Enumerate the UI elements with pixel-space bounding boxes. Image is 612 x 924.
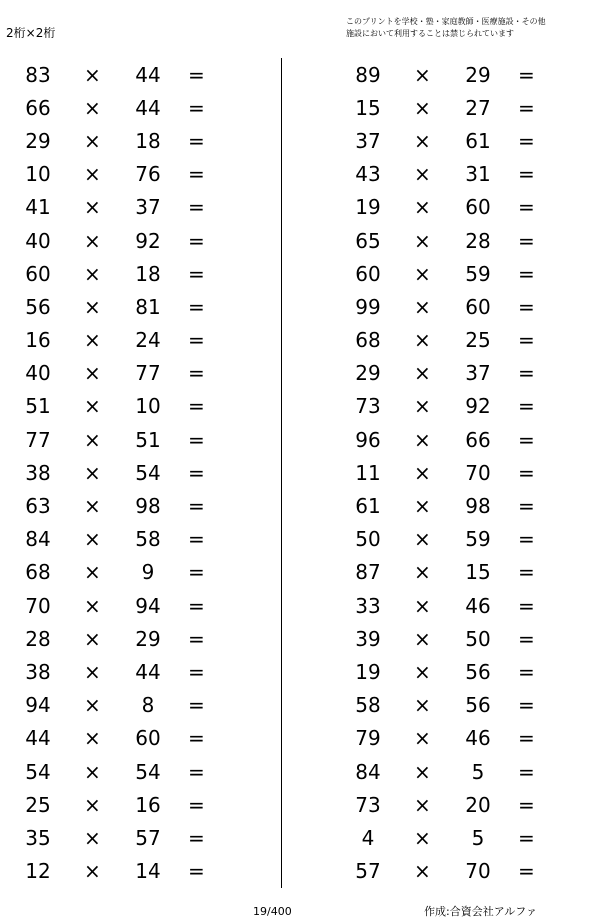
multiply-sign: × bbox=[84, 261, 101, 286]
multiply-sign: × bbox=[84, 825, 101, 850]
multiplier: 98 bbox=[465, 494, 491, 519]
multiplicand: 83 bbox=[25, 62, 51, 87]
multiply-sign: × bbox=[84, 560, 101, 585]
equals-sign: = bbox=[188, 527, 205, 552]
multiplier: 98 bbox=[135, 494, 161, 519]
problem-row bbox=[0, 423, 260, 456]
equals-sign: = bbox=[518, 527, 535, 552]
multiplicand: 63 bbox=[25, 494, 51, 519]
multiply-sign: × bbox=[84, 195, 101, 220]
problem-row bbox=[330, 58, 590, 91]
multiplicand: 65 bbox=[355, 228, 381, 253]
multiplicand: 57 bbox=[355, 859, 381, 884]
problem-row bbox=[0, 689, 260, 722]
problem-row bbox=[330, 224, 590, 257]
usage-notice-line: このプリントを学校・塾・家庭教師・医療施設・その他 bbox=[346, 17, 546, 26]
right-problem-column bbox=[330, 58, 590, 888]
problem-row bbox=[330, 456, 590, 489]
author-credit: 作成:合資会社アルファ bbox=[424, 905, 538, 918]
equals-sign: = bbox=[188, 228, 205, 253]
multiplier: 31 bbox=[465, 162, 491, 187]
multiplier: 44 bbox=[135, 62, 161, 87]
problem-row bbox=[330, 556, 590, 589]
multiplier: 66 bbox=[465, 427, 491, 452]
multiplier: 46 bbox=[465, 726, 491, 751]
multiplier: 77 bbox=[135, 361, 161, 386]
multiplicand: 73 bbox=[355, 792, 381, 817]
problem-row bbox=[330, 124, 590, 157]
multiply-sign: × bbox=[414, 128, 431, 153]
problem-row bbox=[0, 357, 260, 390]
problem-row bbox=[330, 191, 590, 224]
multiplier: 92 bbox=[465, 394, 491, 419]
equals-sign: = bbox=[188, 460, 205, 485]
multiplicand: 66 bbox=[25, 95, 51, 120]
equals-sign: = bbox=[518, 693, 535, 718]
multiplicand: 68 bbox=[355, 328, 381, 353]
multiplicand: 28 bbox=[25, 626, 51, 651]
multiplicand: 56 bbox=[25, 294, 51, 319]
problem-row bbox=[0, 655, 260, 688]
multiplier: 50 bbox=[465, 626, 491, 651]
equals-sign: = bbox=[518, 162, 535, 187]
problem-row bbox=[0, 722, 260, 755]
problem-row bbox=[330, 523, 590, 556]
problem-row bbox=[330, 158, 590, 191]
multiply-sign: × bbox=[84, 427, 101, 452]
multiplicand: 99 bbox=[355, 294, 381, 319]
multiplier: 81 bbox=[135, 294, 161, 319]
multiplier: 5 bbox=[471, 759, 485, 784]
multiply-sign: × bbox=[414, 294, 431, 319]
multiplicand: 60 bbox=[355, 261, 381, 286]
multiplier: 5 bbox=[471, 825, 485, 850]
multiply-sign: × bbox=[414, 62, 431, 87]
multiplier: 29 bbox=[135, 626, 161, 651]
multiplier: 37 bbox=[465, 361, 491, 386]
multiplier: 94 bbox=[135, 593, 161, 618]
multiplicand: 50 bbox=[355, 527, 381, 552]
problem-row bbox=[0, 224, 260, 257]
equals-sign: = bbox=[518, 825, 535, 850]
multiply-sign: × bbox=[414, 261, 431, 286]
multiplicand: 19 bbox=[355, 195, 381, 220]
multiplier: 28 bbox=[465, 228, 491, 253]
multiply-sign: × bbox=[414, 427, 431, 452]
multiply-sign: × bbox=[414, 726, 431, 751]
problem-row bbox=[330, 655, 590, 688]
multiplier: 20 bbox=[465, 792, 491, 817]
multiply-sign: × bbox=[414, 460, 431, 485]
multiply-sign: × bbox=[84, 460, 101, 485]
equals-sign: = bbox=[188, 825, 205, 850]
page-number: 19/400 bbox=[253, 905, 292, 918]
multiply-sign: × bbox=[84, 659, 101, 684]
equals-sign: = bbox=[518, 62, 535, 87]
equals-sign: = bbox=[188, 62, 205, 87]
multiply-sign: × bbox=[414, 825, 431, 850]
multiplicand: 15 bbox=[355, 95, 381, 120]
multiplier: 61 bbox=[465, 128, 491, 153]
multiplicand: 19 bbox=[355, 659, 381, 684]
problem-row bbox=[0, 91, 260, 124]
equals-sign: = bbox=[188, 294, 205, 319]
equals-sign: = bbox=[518, 361, 535, 386]
problem-row bbox=[330, 357, 590, 390]
equals-sign: = bbox=[188, 328, 205, 353]
equals-sign: = bbox=[188, 792, 205, 817]
problem-row bbox=[330, 689, 590, 722]
multiplier: 56 bbox=[465, 659, 491, 684]
multiplier: 27 bbox=[465, 95, 491, 120]
equals-sign: = bbox=[518, 560, 535, 585]
equals-sign: = bbox=[518, 726, 535, 751]
multiply-sign: × bbox=[84, 494, 101, 519]
equals-sign: = bbox=[518, 759, 535, 784]
equals-sign: = bbox=[518, 626, 535, 651]
multiplicand: 29 bbox=[25, 128, 51, 153]
multiply-sign: × bbox=[414, 494, 431, 519]
equals-sign: = bbox=[518, 394, 535, 419]
equals-sign: = bbox=[518, 294, 535, 319]
multiplicand: 61 bbox=[355, 494, 381, 519]
multiplier: 60 bbox=[465, 294, 491, 319]
equals-sign: = bbox=[188, 494, 205, 519]
multiplicand: 44 bbox=[25, 726, 51, 751]
multiply-sign: × bbox=[414, 593, 431, 618]
multiply-sign: × bbox=[84, 361, 101, 386]
multiplicand: 41 bbox=[25, 195, 51, 220]
multiplicand: 94 bbox=[25, 693, 51, 718]
equals-sign: = bbox=[518, 95, 535, 120]
multiply-sign: × bbox=[84, 593, 101, 618]
problem-row bbox=[0, 788, 260, 821]
multiply-sign: × bbox=[414, 361, 431, 386]
equals-sign: = bbox=[188, 759, 205, 784]
problem-row bbox=[330, 324, 590, 357]
multiplier: 10 bbox=[135, 394, 161, 419]
problem-row bbox=[0, 324, 260, 357]
multiply-sign: × bbox=[84, 62, 101, 87]
multiplicand: 77 bbox=[25, 427, 51, 452]
multiplicand: 38 bbox=[25, 659, 51, 684]
multiplier: 70 bbox=[465, 460, 491, 485]
multiply-sign: × bbox=[414, 328, 431, 353]
multiplicand: 12 bbox=[25, 859, 51, 884]
equals-sign: = bbox=[518, 261, 535, 286]
multiplier: 25 bbox=[465, 328, 491, 353]
multiply-sign: × bbox=[84, 328, 101, 353]
problem-row bbox=[0, 124, 260, 157]
multiplier: 37 bbox=[135, 195, 161, 220]
equals-sign: = bbox=[518, 195, 535, 220]
multiplicand: 70 bbox=[25, 593, 51, 618]
multiplicand: 33 bbox=[355, 593, 381, 618]
problem-row bbox=[330, 622, 590, 655]
multiplicand: 54 bbox=[25, 759, 51, 784]
multiplicand: 35 bbox=[25, 825, 51, 850]
equals-sign: = bbox=[188, 593, 205, 618]
multiplicand: 58 bbox=[355, 693, 381, 718]
multiply-sign: × bbox=[84, 792, 101, 817]
problem-row bbox=[0, 257, 260, 290]
multiply-sign: × bbox=[414, 228, 431, 253]
problem-row bbox=[0, 556, 260, 589]
problem-row bbox=[0, 58, 260, 91]
equals-sign: = bbox=[518, 460, 535, 485]
multiplier: 59 bbox=[465, 261, 491, 286]
multiply-sign: × bbox=[84, 394, 101, 419]
multiplier: 70 bbox=[465, 859, 491, 884]
multiplier: 29 bbox=[465, 62, 491, 87]
multiply-sign: × bbox=[84, 527, 101, 552]
equals-sign: = bbox=[518, 328, 535, 353]
multiply-sign: × bbox=[414, 162, 431, 187]
multiplier: 15 bbox=[465, 560, 491, 585]
multiplier: 9 bbox=[141, 560, 155, 585]
multiplicand: 29 bbox=[355, 361, 381, 386]
problem-row bbox=[330, 755, 590, 788]
multiplicand: 11 bbox=[355, 460, 381, 485]
equals-sign: = bbox=[518, 659, 535, 684]
equals-sign: = bbox=[188, 560, 205, 585]
multiplicand: 84 bbox=[355, 759, 381, 784]
problem-row bbox=[330, 290, 590, 323]
equals-sign: = bbox=[188, 128, 205, 153]
multiplicand: 79 bbox=[355, 726, 381, 751]
equals-sign: = bbox=[518, 228, 535, 253]
multiplier: 18 bbox=[135, 128, 161, 153]
multiply-sign: × bbox=[84, 228, 101, 253]
usage-notice-line: 施設において利用することは禁じられています bbox=[346, 29, 514, 38]
multiplier: 51 bbox=[135, 427, 161, 452]
multiplier: 16 bbox=[135, 792, 161, 817]
equals-sign: = bbox=[188, 693, 205, 718]
equals-sign: = bbox=[518, 792, 535, 817]
problem-row bbox=[0, 158, 260, 191]
multiply-sign: × bbox=[84, 759, 101, 784]
equals-sign: = bbox=[188, 726, 205, 751]
equals-sign: = bbox=[518, 128, 535, 153]
problem-row bbox=[330, 91, 590, 124]
multiply-sign: × bbox=[414, 195, 431, 220]
multiply-sign: × bbox=[414, 527, 431, 552]
multiplicand: 60 bbox=[25, 261, 51, 286]
usage-notice bbox=[346, 16, 546, 40]
multiplicand: 89 bbox=[355, 62, 381, 87]
equals-sign: = bbox=[518, 494, 535, 519]
multiply-sign: × bbox=[84, 294, 101, 319]
equals-sign: = bbox=[518, 427, 535, 452]
equals-sign: = bbox=[188, 394, 205, 419]
multiply-sign: × bbox=[414, 659, 431, 684]
multiplier: 92 bbox=[135, 228, 161, 253]
multiplier: 58 bbox=[135, 527, 161, 552]
equals-sign: = bbox=[188, 195, 205, 220]
problem-row bbox=[330, 589, 590, 622]
multiplier: 54 bbox=[135, 460, 161, 485]
multiplicand: 43 bbox=[355, 162, 381, 187]
multiplicand: 40 bbox=[25, 361, 51, 386]
multiply-sign: × bbox=[414, 859, 431, 884]
problem-row bbox=[330, 257, 590, 290]
problem-row bbox=[0, 755, 260, 788]
equals-sign: = bbox=[188, 659, 205, 684]
problem-row bbox=[330, 390, 590, 423]
problem-row bbox=[330, 489, 590, 522]
multiplicand: 96 bbox=[355, 427, 381, 452]
multiply-sign: × bbox=[84, 95, 101, 120]
multiply-sign: × bbox=[414, 560, 431, 585]
multiplier: 56 bbox=[465, 693, 491, 718]
multiply-sign: × bbox=[414, 759, 431, 784]
problem-row bbox=[0, 390, 260, 423]
multiplicand: 51 bbox=[25, 394, 51, 419]
multiplicand: 40 bbox=[25, 228, 51, 253]
multiply-sign: × bbox=[414, 792, 431, 817]
equals-sign: = bbox=[188, 261, 205, 286]
multiplicand: 4 bbox=[361, 825, 375, 850]
multiplicand: 25 bbox=[25, 792, 51, 817]
multiplicand: 87 bbox=[355, 560, 381, 585]
equals-sign: = bbox=[518, 593, 535, 618]
multiply-sign: × bbox=[84, 626, 101, 651]
problem-row bbox=[0, 622, 260, 655]
multiplicand: 16 bbox=[25, 328, 51, 353]
multiplier: 44 bbox=[135, 659, 161, 684]
equals-sign: = bbox=[188, 361, 205, 386]
multiplier: 44 bbox=[135, 95, 161, 120]
problem-row bbox=[0, 191, 260, 224]
multiplicand: 37 bbox=[355, 128, 381, 153]
equals-sign: = bbox=[188, 427, 205, 452]
multiplier: 8 bbox=[141, 693, 155, 718]
equals-sign: = bbox=[188, 859, 205, 884]
left-problem-column bbox=[0, 58, 260, 888]
multiply-sign: × bbox=[84, 726, 101, 751]
problem-row bbox=[330, 855, 590, 888]
multiplier: 18 bbox=[135, 261, 161, 286]
multiplier: 46 bbox=[465, 593, 491, 618]
multiplier: 57 bbox=[135, 825, 161, 850]
equals-sign: = bbox=[518, 859, 535, 884]
problem-row bbox=[330, 788, 590, 821]
column-divider bbox=[281, 58, 282, 888]
multiply-sign: × bbox=[414, 95, 431, 120]
problem-row bbox=[0, 489, 260, 522]
multiply-sign: × bbox=[84, 128, 101, 153]
problem-row bbox=[0, 821, 260, 854]
multiplier: 59 bbox=[465, 527, 491, 552]
problem-row bbox=[0, 855, 260, 888]
multiplicand: 68 bbox=[25, 560, 51, 585]
problem-row bbox=[0, 456, 260, 489]
multiplicand: 73 bbox=[355, 394, 381, 419]
multiplicand: 84 bbox=[25, 527, 51, 552]
multiply-sign: × bbox=[84, 693, 101, 718]
problem-row bbox=[330, 722, 590, 755]
problem-row bbox=[330, 423, 590, 456]
problem-row bbox=[0, 523, 260, 556]
equals-sign: = bbox=[188, 95, 205, 120]
multiplier: 60 bbox=[465, 195, 491, 220]
problem-row bbox=[0, 290, 260, 323]
equals-sign: = bbox=[188, 162, 205, 187]
multiplier: 24 bbox=[135, 328, 161, 353]
multiplier: 14 bbox=[135, 859, 161, 884]
multiplier: 60 bbox=[135, 726, 161, 751]
multiplier: 76 bbox=[135, 162, 161, 187]
equals-sign: = bbox=[188, 626, 205, 651]
multiply-sign: × bbox=[84, 162, 101, 187]
multiply-sign: × bbox=[414, 394, 431, 419]
problem-row bbox=[330, 821, 590, 854]
multiplicand: 10 bbox=[25, 162, 51, 187]
multiplicand: 39 bbox=[355, 626, 381, 651]
multiply-sign: × bbox=[414, 693, 431, 718]
worksheet-title: 2桁×2桁 bbox=[6, 26, 56, 40]
multiply-sign: × bbox=[84, 859, 101, 884]
multiplier: 54 bbox=[135, 759, 161, 784]
problem-row bbox=[0, 589, 260, 622]
multiplicand: 38 bbox=[25, 460, 51, 485]
multiply-sign: × bbox=[414, 626, 431, 651]
